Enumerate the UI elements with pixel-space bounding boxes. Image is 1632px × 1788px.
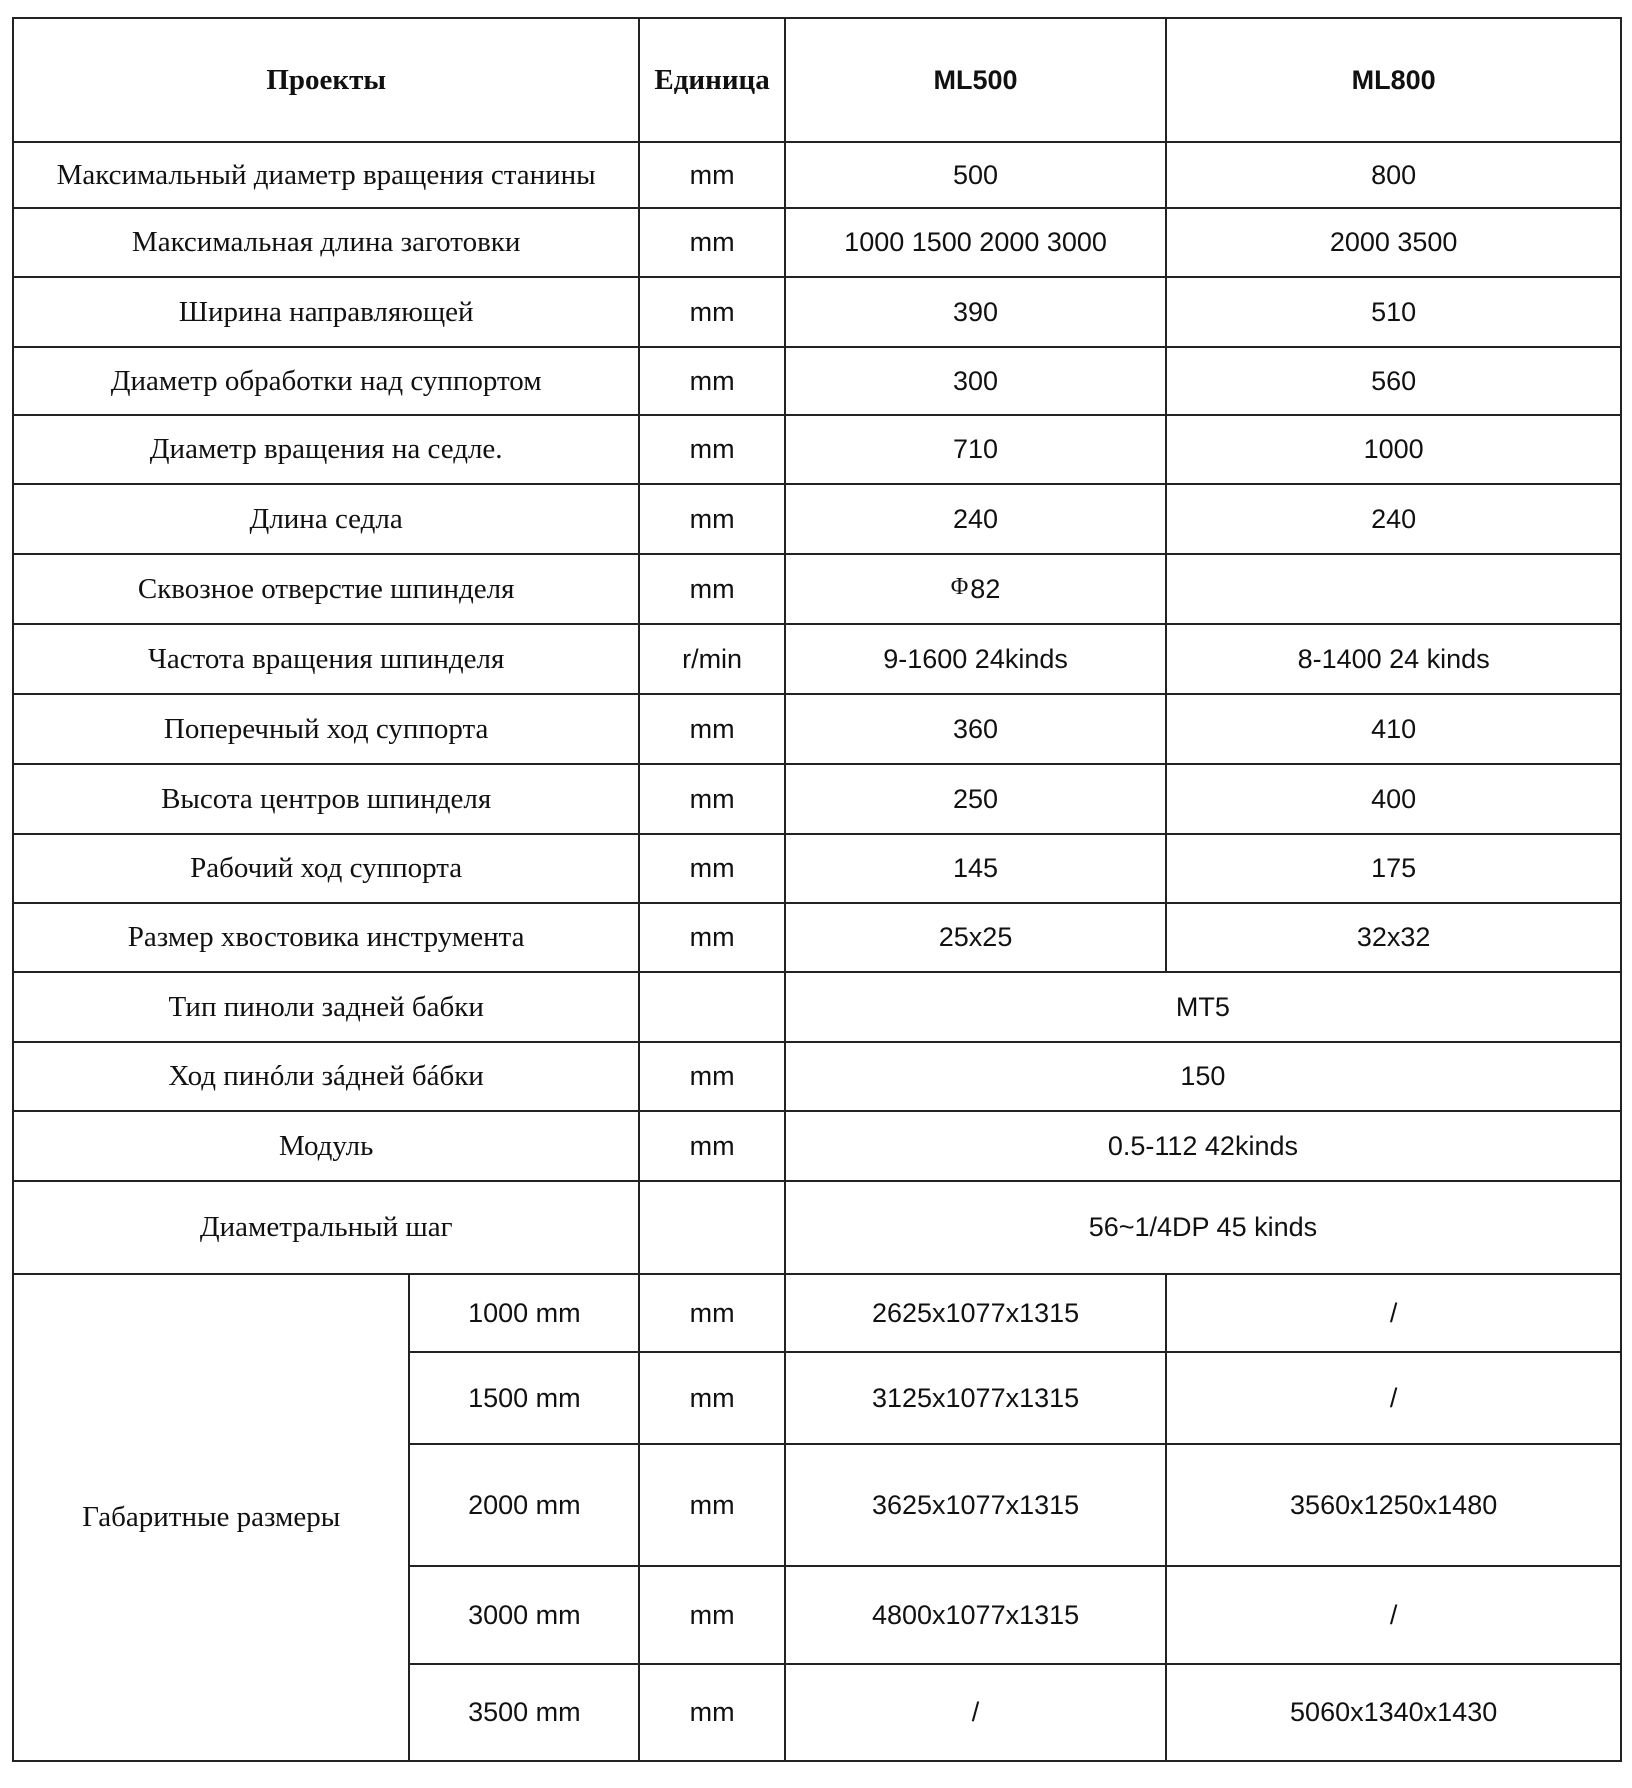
row-ml800: 175 (1166, 834, 1621, 903)
row-name: Поперечный ход суппорта (13, 694, 639, 764)
row-ml500: 240 (785, 484, 1166, 554)
row-name: Ход пинóли зáдней бáбки (13, 1042, 639, 1111)
dimensions-unit: mm (639, 1352, 785, 1444)
row-ml500: 390 (785, 277, 1166, 347)
dimensions-length: 1000 mm (409, 1274, 639, 1352)
row-ml800: 510 (1166, 277, 1621, 347)
row-ml500 (785, 554, 1166, 624)
row-unit: mm (639, 1111, 785, 1181)
dimensions-ml800: / (1166, 1274, 1621, 1352)
row-unit: mm (639, 694, 785, 764)
table-row (13, 415, 1621, 484)
table-row (13, 554, 1621, 624)
row-unit: mm (639, 347, 785, 415)
row-name: Тип пиноли задней бабки (13, 972, 639, 1042)
row-ml500: 1000 1500 2000 3000 (785, 208, 1166, 277)
row-shared-value: 0.5-112 42kinds (785, 1111, 1621, 1181)
row-unit: mm (639, 277, 785, 347)
header-row (13, 18, 1621, 142)
row-ml800: 2000 3500 (1166, 208, 1621, 277)
dimensions-unit: mm (639, 1566, 785, 1664)
row-ml800: 560 (1166, 347, 1621, 415)
table-row (13, 694, 1621, 764)
dimensions-ml500: 3625x1077x1315 (785, 1444, 1166, 1566)
row-name: Максимальная длина заготовки (13, 208, 639, 277)
table-row (13, 208, 1621, 277)
header-ml500: ML500 (785, 18, 1166, 142)
row-ml500: 9-1600 24kinds (785, 624, 1166, 694)
row-name: Максимальный диаметр вращения станины (13, 142, 639, 208)
dimensions-unit: mm (639, 1664, 785, 1761)
row-ml800: 800 (1166, 142, 1621, 208)
dimensions-unit: mm (639, 1444, 785, 1566)
dimensions-label: Габаритные размеры (13, 1274, 409, 1761)
dimensions-ml500: 2625x1077x1315 (785, 1274, 1166, 1352)
row-shared-value: 150 (785, 1042, 1621, 1111)
row-ml800 (1166, 554, 1621, 624)
row-name: Длина седла (13, 484, 639, 554)
row-name: Ширина направляющей (13, 277, 639, 347)
header-projects: Проекты (13, 18, 639, 142)
table-row (13, 1181, 1621, 1274)
row-unit: mm (639, 834, 785, 903)
row-shared-value: MT5 (785, 972, 1621, 1042)
dimensions-ml800: 5060x1340x1430 (1166, 1664, 1621, 1761)
table-row (13, 347, 1621, 415)
table-row (13, 142, 1621, 208)
spec-table (12, 17, 1622, 1762)
row-unit: mm (639, 1042, 785, 1111)
row-unit: mm (639, 484, 785, 554)
table-row (13, 484, 1621, 554)
dimensions-ml800: / (1166, 1352, 1621, 1444)
row-unit: mm (639, 415, 785, 484)
row-shared-value: 56~1/4DP 45 kinds (785, 1181, 1621, 1274)
dimensions-length: 3500 mm (409, 1664, 639, 1761)
row-ml500: 145 (785, 834, 1166, 903)
row-ml500: 25x25 (785, 903, 1166, 972)
row-ml800: 400 (1166, 764, 1621, 834)
row-name: Модуль (13, 1111, 639, 1181)
dimensions-row (13, 1274, 1621, 1352)
row-name: Размер хвостовика инструмента (13, 903, 639, 972)
row-name: Диаметральный шаг (13, 1181, 639, 1274)
header-ml800: ML800 (1166, 18, 1621, 142)
row-unit (639, 1181, 785, 1274)
dimensions-unit: mm (639, 1274, 785, 1352)
table-row (13, 972, 1621, 1042)
header-unit: Единица (639, 18, 785, 142)
row-ml800: 1000 (1166, 415, 1621, 484)
dimensions-length: 2000 mm (409, 1444, 639, 1566)
row-ml500: 250 (785, 764, 1166, 834)
row-unit: mm (639, 142, 785, 208)
row-ml500: 360 (785, 694, 1166, 764)
dimensions-ml500: / (785, 1664, 1166, 1761)
table-row (13, 1042, 1621, 1111)
row-unit: r/min (639, 624, 785, 694)
row-unit: mm (639, 903, 785, 972)
row-name: Высота центров шпинделя (13, 764, 639, 834)
row-ml800: 240 (1166, 484, 1621, 554)
dimensions-length: 3000 mm (409, 1566, 639, 1664)
row-unit: mm (639, 764, 785, 834)
dimensions-length: 1500 mm (409, 1352, 639, 1444)
row-ml800: 8-1400 24 kinds (1166, 624, 1621, 694)
row-name: Диаметр обработки над суппортом (13, 347, 639, 415)
row-unit: mm (639, 208, 785, 277)
row-name: Сквозное отверстие шпинделя (13, 554, 639, 624)
dimensions-ml800: / (1166, 1566, 1621, 1664)
table-row (13, 624, 1621, 694)
phi-symbol: Φ (950, 573, 969, 600)
row-ml500: 500 (785, 142, 1166, 208)
table-row (13, 834, 1621, 903)
table-row (13, 903, 1621, 972)
row-ml800: 410 (1166, 694, 1621, 764)
table-row (13, 1111, 1621, 1181)
dimensions-ml500: 3125x1077x1315 (785, 1352, 1166, 1444)
row-ml500: 300 (785, 347, 1166, 415)
spindle-bore-value: 82 (970, 573, 1001, 604)
table-row (13, 764, 1621, 834)
row-ml500: 710 (785, 415, 1166, 484)
dimensions-ml800: 3560x1250x1480 (1166, 1444, 1621, 1566)
row-name: Частота вращения шпинделя (13, 624, 639, 694)
row-name: Рабочий ход суппорта (13, 834, 639, 903)
row-unit (639, 972, 785, 1042)
table-row (13, 277, 1621, 347)
row-ml800: 32x32 (1166, 903, 1621, 972)
row-unit: mm (639, 554, 785, 624)
dimensions-ml500: 4800x1077x1315 (785, 1566, 1166, 1664)
row-name: Диаметр вращения на седле. (13, 415, 639, 484)
